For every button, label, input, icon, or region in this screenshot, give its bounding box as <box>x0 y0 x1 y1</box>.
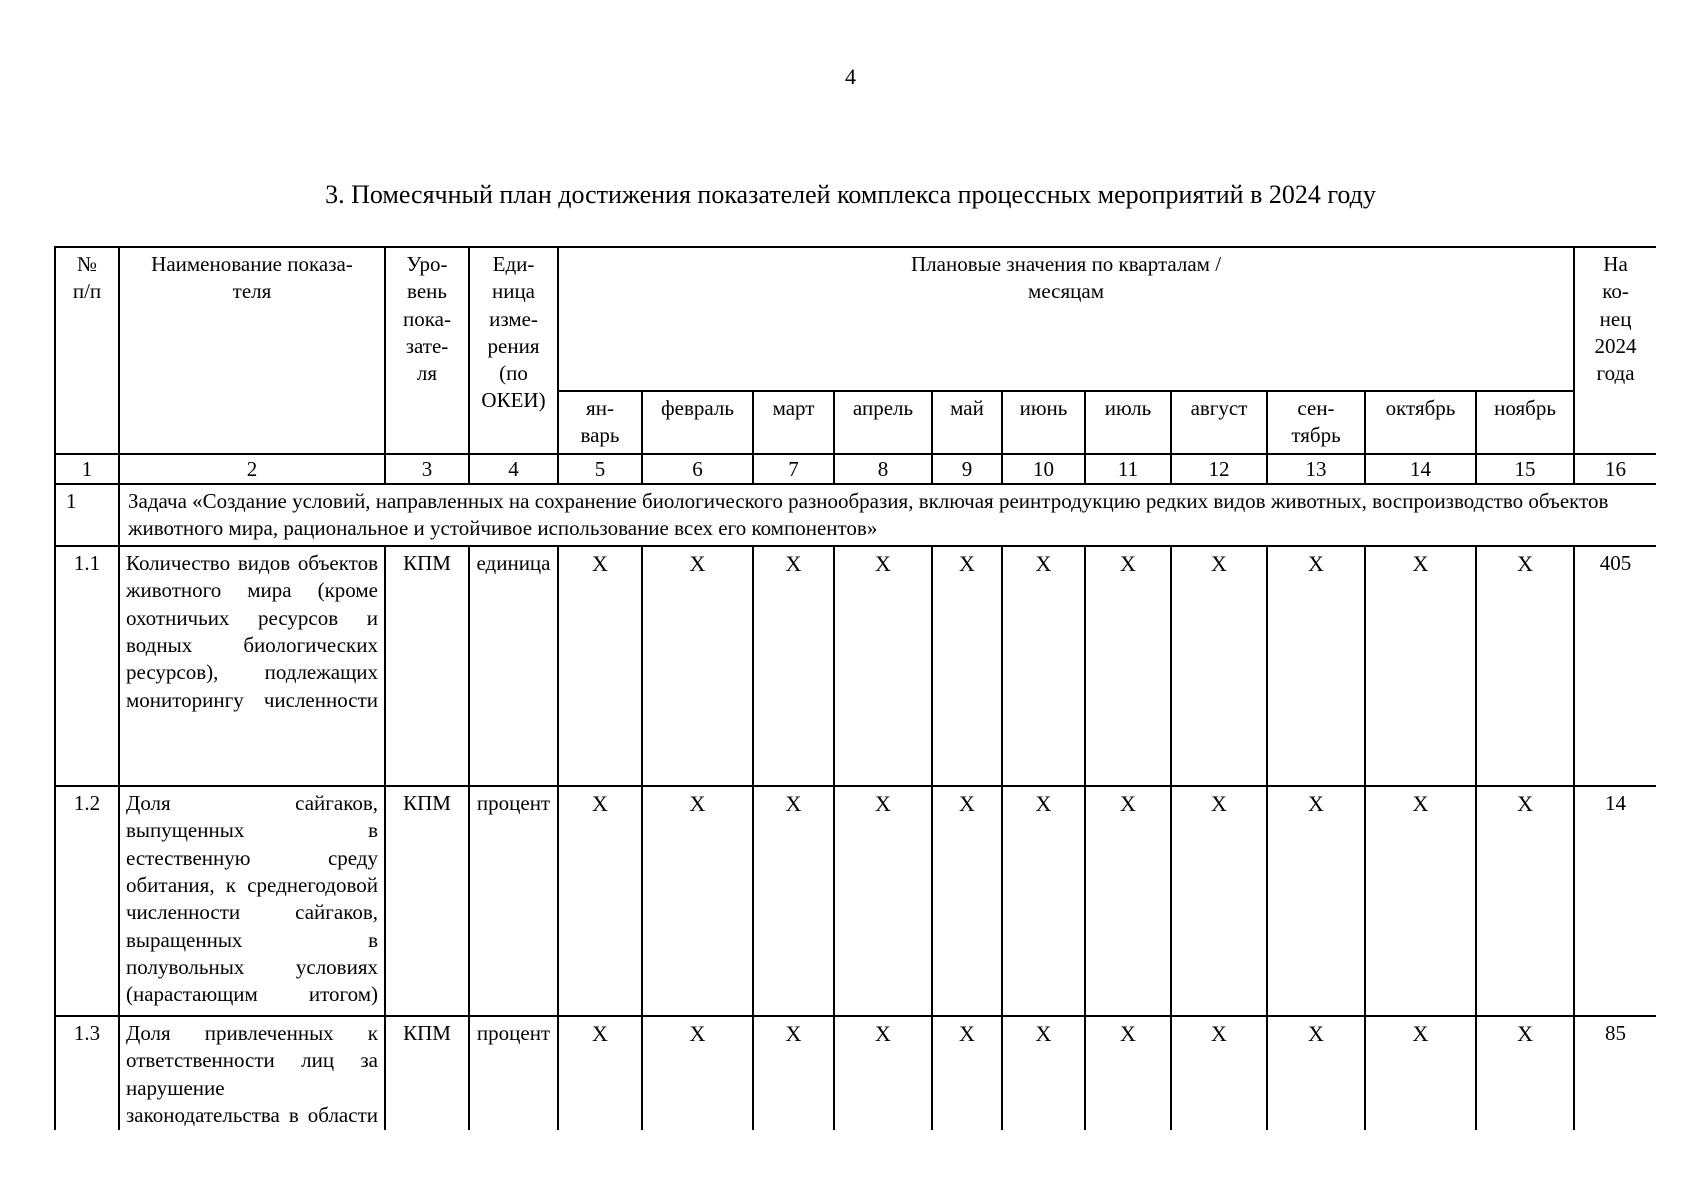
month-value: X <box>1085 786 1171 1016</box>
column-number: 13 <box>1267 454 1365 484</box>
column-number: 4 <box>469 454 558 484</box>
header-month: апрель <box>834 391 932 454</box>
column-number: 3 <box>385 454 469 484</box>
indicator-name: Доля сайгаков, выпущенных в естественную среду обитания, к среднегодовой численности сайгаков, выращенных в полувольных условиях (нарастающим итогом) <box>119 786 385 1016</box>
end-of-year-value: 14 <box>1574 786 1656 1016</box>
month-value: X <box>1171 786 1267 1016</box>
column-number: 2 <box>119 454 385 484</box>
column-number: 8 <box>834 454 932 484</box>
month-value: X <box>1365 786 1476 1016</box>
month-value: X <box>1476 786 1574 1016</box>
end-of-year-value: 405 <box>1574 546 1656 786</box>
month-value: X <box>932 1016 1002 1130</box>
month-value: X <box>1267 1016 1365 1130</box>
header-month: август <box>1171 391 1267 454</box>
column-number: 6 <box>642 454 753 484</box>
month-value: X <box>642 786 753 1016</box>
task-description: Задача «Создание условий, направленных на сохранение биологического разнообразия, включая реинтродукцию редких видов животных, воспроизводство объектов животного мира, рациональное и устойчивое использование всех его компонентов» <box>119 484 1656 547</box>
month-value: X <box>753 1016 834 1130</box>
month-value: X <box>1365 546 1476 786</box>
month-value: X <box>753 786 834 1016</box>
header-row-main <box>55 247 1656 391</box>
month-value: X <box>834 786 932 1016</box>
indicator-name: Количество видов объектов животного мира (кроме охотничьих ресурсов и водных биологических ресурсов), подлежащих мониторингу численности <box>119 546 385 786</box>
header-month: июль <box>1085 391 1171 454</box>
task-number: 1 <box>55 484 119 547</box>
month-value: X <box>642 546 753 786</box>
indicator-number: 1.3 <box>55 1016 119 1130</box>
month-value: X <box>558 786 642 1016</box>
month-value: X <box>1085 1016 1171 1130</box>
monthly-plan-table <box>54 246 1656 1130</box>
column-number: 14 <box>1365 454 1476 484</box>
month-value: X <box>834 546 932 786</box>
header-month: сен- тябрь <box>1267 391 1365 454</box>
header-month: май <box>932 391 1002 454</box>
task-row <box>55 484 1656 547</box>
month-value: X <box>558 546 642 786</box>
indicator-level: КПМ <box>385 786 469 1016</box>
indicator-row <box>55 1016 1656 1130</box>
month-value: X <box>1267 546 1365 786</box>
indicator-unit: процент <box>469 786 558 1016</box>
header-month: ноябрь <box>1476 391 1574 454</box>
header-num: № п/п <box>55 247 119 454</box>
column-number: 15 <box>1476 454 1574 484</box>
indicator-name: Доля привлеченных к ответственности лиц за нарушение законодательства в области <box>119 1016 385 1130</box>
month-value: X <box>834 1016 932 1130</box>
column-number: 10 <box>1002 454 1085 484</box>
column-number: 16 <box>1574 454 1656 484</box>
column-number: 12 <box>1171 454 1267 484</box>
indicator-unit: единица <box>469 546 558 786</box>
month-value: X <box>1365 1016 1476 1130</box>
header-name: Наименование показа- теля <box>119 247 385 454</box>
month-value: X <box>1476 546 1574 786</box>
header-month: март <box>753 391 834 454</box>
month-value: X <box>558 1016 642 1130</box>
indicator-number: 1.1 <box>55 546 119 786</box>
month-value: X <box>1476 1016 1574 1130</box>
month-value: X <box>1002 1016 1085 1130</box>
header-month: июнь <box>1002 391 1085 454</box>
column-number: 11 <box>1085 454 1171 484</box>
page-number: 4 <box>845 64 856 89</box>
header-month: февраль <box>642 391 753 454</box>
month-value: X <box>932 546 1002 786</box>
indicator-unit: процент <box>469 1016 558 1130</box>
column-number: 5 <box>558 454 642 484</box>
section-title: 3. Помесячный план достижения показателей комплекса процессных мероприятий в 2024 году <box>325 180 1376 209</box>
month-value: X <box>1002 546 1085 786</box>
header-month: октябрь <box>1365 391 1476 454</box>
indicator-number: 1.2 <box>55 786 119 1016</box>
header-month: ян- варь <box>558 391 642 454</box>
month-value: X <box>1171 1016 1267 1130</box>
indicator-row <box>55 546 1656 786</box>
month-value: X <box>1002 786 1085 1016</box>
column-number: 9 <box>932 454 1002 484</box>
column-number-row <box>55 454 1656 484</box>
indicator-row <box>55 786 1656 1016</box>
month-value: X <box>642 1016 753 1130</box>
column-number: 1 <box>55 454 119 484</box>
end-of-year-value: 85 <box>1574 1016 1656 1130</box>
indicator-level: КПМ <box>385 1016 469 1130</box>
month-value: X <box>1267 786 1365 1016</box>
column-number: 7 <box>753 454 834 484</box>
month-value: X <box>1085 546 1171 786</box>
header-unit: Еди- ница изме- рения (по ОКЕИ) <box>469 247 558 454</box>
indicator-level: КПМ <box>385 546 469 786</box>
header-level: Уро- вень пока- зате- ля <box>385 247 469 454</box>
monthly-plan-table-container <box>54 246 1656 1130</box>
month-value: X <box>932 786 1002 1016</box>
header-planned-values: Плановые значения по кварталам / месяцам <box>558 247 1574 391</box>
month-value: X <box>1171 546 1267 786</box>
header-end-of-year: На ко- нец 2024 года <box>1574 247 1656 454</box>
month-value: X <box>753 546 834 786</box>
